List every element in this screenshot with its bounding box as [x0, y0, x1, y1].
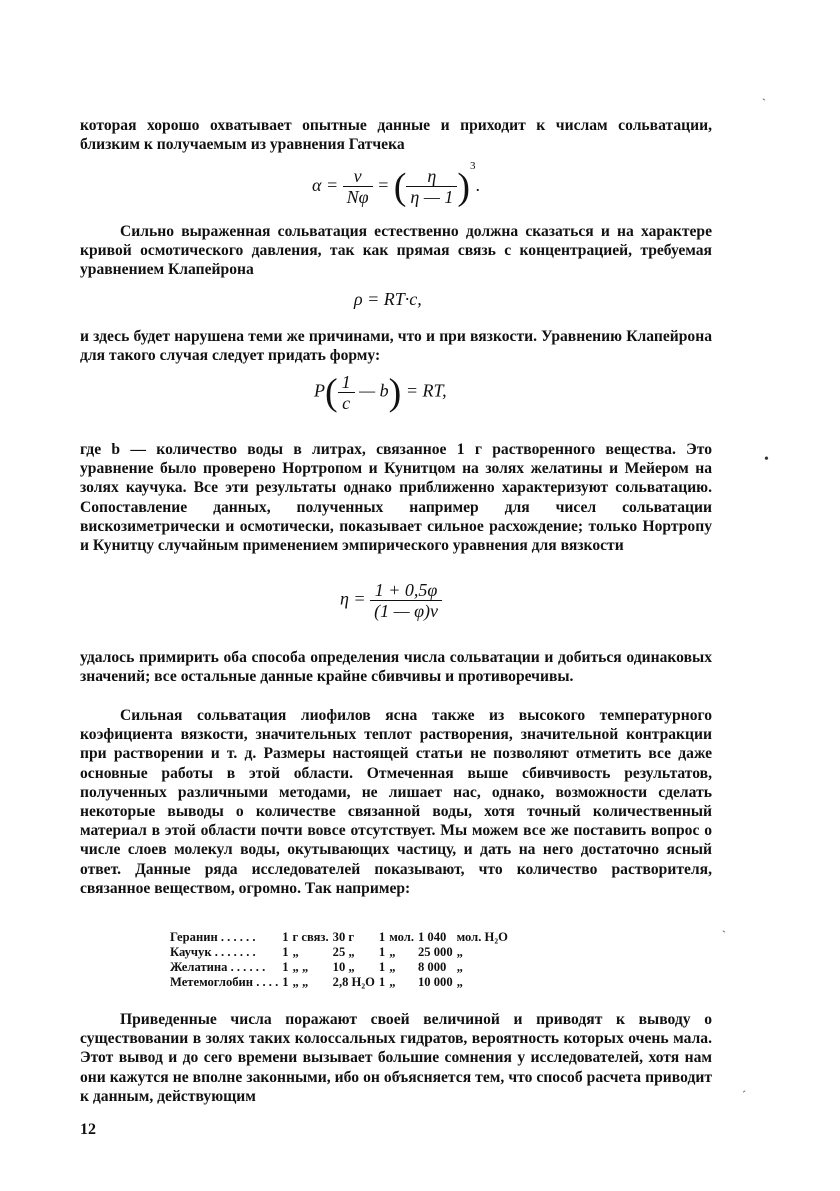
eq1-inner-denominator: η — 1: [410, 187, 454, 208]
eq1-numerator: v: [343, 166, 373, 187]
table-cell: 1: [282, 975, 289, 989]
eq3-fraction: [338, 372, 355, 413]
eq1-fraction: [343, 166, 373, 207]
equation-modified-clapeyron: [314, 372, 447, 413]
table-cell: 25 000: [417, 945, 453, 959]
table-cell: „ „: [292, 960, 309, 974]
eq3-rhs: = RT,: [405, 380, 447, 401]
scan-mark: ˋ: [762, 96, 766, 110]
paragraph-2-text: Сильно выраженная сольватация естественно должна сказаться и на характере кривой осмотического давления, так как прямая связь с концентрацией, требуемая уравнением Клапейрона: [80, 223, 712, 279]
table-cell: мол. H₂O: [456, 930, 508, 944]
equation-viscosity: [340, 580, 442, 621]
eq3-minus-b: — b: [359, 380, 389, 401]
table-cell: „: [389, 975, 396, 989]
table-cell-name: Желатина . . . . . .: [170, 960, 266, 974]
table-cell: 10 „: [332, 960, 355, 974]
table-row: [170, 960, 512, 975]
eq4-fraction: [370, 580, 442, 621]
eq3-denominator: c: [342, 393, 351, 413]
eq3-p: P: [314, 380, 325, 401]
paragraph-4: [80, 440, 712, 555]
paragraph-3: [80, 327, 712, 365]
table-cell: г связ.: [292, 930, 329, 944]
table-cell: „: [456, 975, 463, 989]
scan-mark: ˋ: [722, 928, 726, 942]
table-cell: 1: [378, 945, 386, 959]
eq1-denominator: Nφ: [346, 187, 369, 208]
eq1-lhs: α =: [312, 175, 339, 195]
eq4-numerator: 1 + 0,5φ: [370, 580, 442, 601]
table-cell: мол.: [389, 930, 414, 944]
eq1-exponent: 3: [469, 160, 476, 172]
paragraph-5: [80, 648, 712, 686]
paragraph-6-text: Сильная сольватация лиофилов ясна также из высокого температурного коэфициента вязкости, значительных теплот растворения, значительной контракции при растворении и т. д. Размеры настоящей статьи не позволяют отметить все даже основные работы в этой области. Отмеченная выше сбивчивость результатов, полученных различными методами, не лишает нас, однако, возможности сделать некоторые выводы о количестве связанной воды, хотя точный количественный материал в этой области почти вовсе отсутствует. Мы можем все же поставить вопрос о числе слоев молекул воды, окутывающих частицу, и дать на него достаточно ясный ответ. Данные ряда исследователей показывают, что количество растворителя, связанное веществом, огромно. Так например:: [80, 707, 712, 897]
eq1-period: .: [475, 175, 480, 195]
table-cell: „ „: [292, 975, 309, 989]
table-cell: „: [292, 945, 299, 959]
table-cell-name: Метемоглобин . . . .: [170, 975, 279, 989]
paragraph-4-text: где b — количество воды в литрах, связанное 1 г растворенного вещества. Это уравнение было проверено Нортропом и Кунитцом на золях желатины и Мейером на золях каучука. Все эти результаты однако приближенно характеризуют сольватацию. Сопоставление данных, полученных например для чисел сольватации вискозиметрически и осмотически, показывает сильное расхождение; только Нортропу и Кунитцу случайным применением эмпирического уравнения для вязкости: [80, 441, 712, 555]
scan-dot: •: [764, 452, 769, 467]
table-cell: 1: [378, 975, 386, 989]
table-cell: „: [456, 960, 463, 974]
table-cell: „: [389, 945, 396, 959]
paragraph-3-text: и здесь будет нарушена теми же причинами, что и при вязкости. Уравнению Клапейрона для такого случая следует придать форму:: [80, 328, 712, 365]
eq2-text: ρ = RT·c,: [354, 289, 422, 309]
equation-hatschek: [312, 160, 480, 207]
table-cell: 1: [378, 930, 386, 944]
eq1-inner-fraction: [406, 166, 457, 207]
eq1-left-paren: (: [393, 165, 407, 208]
table-cell-name: Геранин . . . . . .: [170, 930, 256, 944]
paragraph-7-text: Приведенные числа поражают своей величиной и приводят к выводу о существовании в золях таких колоссальных гидратов, вероятность которых очень мала. Этот вывод и до сего времени вызывает большие сомнения у исследователей, хотя нам они кажутся не вполне законными, ибо он объясняется тем, что способ расчета приводит к данным, действующим: [80, 1011, 712, 1105]
table-cell: 1: [282, 945, 289, 959]
eq1-inner-numerator: η: [406, 166, 457, 187]
scan-mark: ˊ: [742, 1088, 746, 1102]
paragraph-7: [80, 1010, 712, 1106]
paragraph-2: [80, 222, 712, 280]
paragraph-1-text: которая хорошо охватывает опытные данные и приходит к числам сольватации, близким к получаемым из уравнения Гатчека: [80, 117, 712, 154]
paragraph-1: [80, 116, 712, 154]
table-cell: 1: [378, 960, 386, 974]
table-row: [170, 945, 512, 960]
paragraph-6: [80, 706, 712, 898]
eq4-lhs: η =: [340, 588, 366, 609]
eq1-equals: =: [377, 175, 390, 195]
eq4-denominator: (1 — φ)v: [374, 601, 439, 621]
hydration-table: [170, 930, 512, 990]
eq3-numerator: 1: [338, 372, 355, 393]
eq3-left-paren: (: [325, 371, 338, 414]
table-cell: 1: [282, 930, 289, 944]
table-cell: „: [389, 960, 396, 974]
paragraph-5-text: удалось примирить оба способа определения числа сольватации и добиться одинаковых значений; все остальные данные крайне сбивчивы и противоречивы.: [80, 649, 712, 686]
table-cell: „: [456, 945, 463, 959]
table-cell: 30 г: [332, 930, 355, 944]
table-cell: 10 000: [417, 975, 453, 989]
eq1-right-paren: ): [457, 165, 470, 208]
eq3-right-paren: ): [388, 371, 402, 414]
table-row: [170, 975, 512, 990]
page-number: 12: [80, 1121, 96, 1138]
table-cell: 8 000: [417, 960, 447, 974]
table-cell-name: Каучук . . . . . . .: [170, 945, 256, 959]
table-cell: 25 „: [332, 945, 355, 959]
equation-clapeyron: [354, 289, 422, 310]
table-cell: 2,8 H₂O: [332, 975, 375, 989]
table-cell: 1: [282, 960, 289, 974]
table-cell: 1 040: [417, 930, 447, 944]
table-row: [170, 930, 512, 945]
